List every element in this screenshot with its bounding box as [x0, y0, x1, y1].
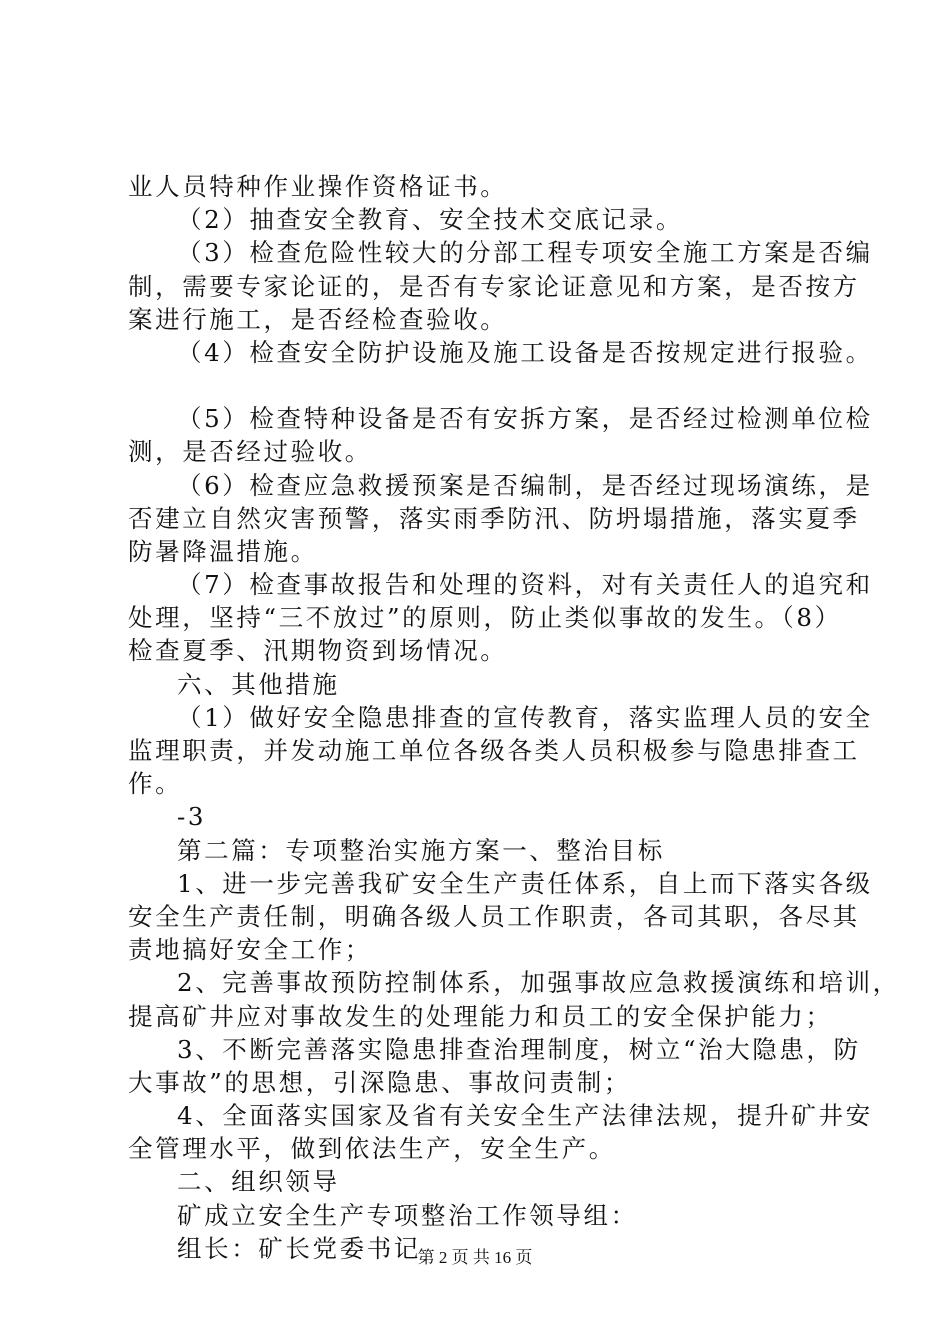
text-line: 2、完善事故预防控制体系，加强事故应急救援演练和培训，: [177, 968, 900, 998]
text-line: 案进行施工，是否经检查验收。: [128, 304, 508, 334]
text-line: 业人员特种作业操作资格证书。: [128, 172, 508, 201]
text-line: 责地搞好安全工作；: [128, 935, 372, 965]
text-line: （5）检查特种设备是否有安拆方案，是否经过检测单位检: [177, 404, 873, 434]
page-marker: -3: [177, 802, 207, 832]
text-line: 全管理水平，做到依法生产，安全生产。: [128, 1134, 616, 1164]
text-line: 检查夏季、汛期物资到场情况。: [128, 636, 508, 666]
text-line: （4）检查安全防护设施及施工设备是否按规定进行报验。: [177, 337, 873, 367]
text-line: 否建立自然灾害预警，落实雨季防汛、防坍塌措施，落实夏季: [128, 503, 860, 533]
text-line: 1、进一步完善我矿安全生产责任体系，自上而下落实各级: [177, 868, 873, 898]
text-line: 作。: [128, 769, 183, 799]
text-line: 大事故”的思想，引深隐患、事故问责制；: [128, 1067, 631, 1097]
text-line: （7）检查事故报告和处理的资料，对有关责任人的追究和: [177, 570, 873, 600]
text-line: 防暑降温措施。: [128, 536, 318, 566]
text-line: 4、全面落实国家及省有关安全生产法律法规，提升矿井安: [177, 1101, 873, 1131]
text-line: 矿成立安全生产专项整治工作领导组：: [177, 1200, 638, 1230]
section-heading: 二、组织领导: [177, 1167, 340, 1197]
text-line: 3、不断完善落实隐患排查治理制度，树立“治大隐患，防: [177, 1034, 861, 1064]
text-line: （2）抽查安全教育、安全技术交底记录。: [177, 205, 683, 235]
text-line: 监理职责，并发动施工单位各级各类人员积极参与隐患排查工: [128, 736, 860, 765]
section-heading: 六、其他措施: [177, 669, 340, 699]
text-line: 测，是否经过验收。: [128, 437, 372, 467]
text-line: 组长：矿长党委书记: [177, 1233, 421, 1263]
section-heading: 第二篇：专项整治实施方案一、整治目标: [177, 835, 665, 865]
text-line: （1）做好安全隐患排查的宣传教育，落实监理人员的安全: [177, 702, 873, 732]
text-line: 处理，坚持“三不放过”的原则，防止类似事故的发生。（8）: [128, 603, 842, 633]
blank-line: [128, 369, 838, 402]
text-line: （3）检查危险性较大的分部工程专项安全施工方案是否编: [177, 238, 873, 268]
document-body: [128, 170, 900, 1265]
text-line: （6）检查应急救援预案是否编制，是否经过现场演练，是: [177, 470, 873, 500]
text-line: 制，需要专家论证的，是否有专家论证意见和方案，是否按方: [128, 271, 860, 301]
page-footer: 第 2 页 共 16 页: [417, 1248, 533, 1267]
text-line: 提高矿井应对事故发生的处理能力和员工的安全保护能力；: [128, 1001, 833, 1031]
text-line: 安全生产责任制，明确各级人员工作职责，各司其职，各尽其: [128, 901, 860, 931]
